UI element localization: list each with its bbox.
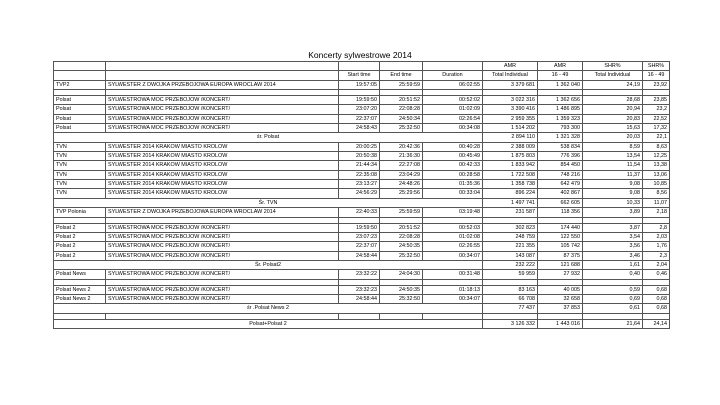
table-cell: 01:02:08: [423, 232, 483, 241]
table-cell: 11,37: [583, 170, 643, 179]
column-header: SHR%: [643, 62, 670, 71]
table-cell: 01:02:09: [423, 105, 483, 114]
table-cell: 25:32:50: [380, 124, 423, 133]
table-cell: 0,59: [583, 285, 643, 294]
table-cell: 83 163: [483, 285, 538, 294]
table-cell: TVN: [54, 161, 106, 170]
table-cell: 0,68: [643, 285, 670, 294]
table-cell: 0,68: [643, 294, 670, 303]
table-cell: 23:07:20: [339, 105, 380, 114]
column-header: 16 - 49: [643, 71, 670, 80]
table-cell: 2 959 355: [483, 114, 538, 123]
table-cell: 24:58:44: [339, 251, 380, 260]
table-row: [54, 170, 670, 179]
table-cell: 00:34:07: [423, 294, 483, 303]
table-cell: 1 833 942: [483, 161, 538, 170]
table-cell: 00:45:49: [423, 152, 483, 161]
table-cell: 24:50:35: [380, 285, 423, 294]
table-cell: Polsat News: [54, 270, 106, 279]
table-cell: SYLWESTROWA MOC PRZEBOJOW /KONCERT/: [106, 114, 339, 123]
table-cell: 1 362 040: [538, 80, 583, 89]
summary-value: 1 321 328: [538, 133, 583, 142]
table-cell: 15,63: [583, 124, 643, 133]
table-cell: 06:02:55: [423, 80, 483, 89]
table-cell: SYLWESTROWA MOC PRZEBOJOW /KONCERT/: [106, 124, 339, 133]
table-cell: TVP Polonia: [54, 208, 106, 217]
header-row: [54, 71, 670, 80]
table-row: [54, 142, 670, 151]
table-cell: SYLWESTROWA MOC PRZEBOJOW /KONCERT/: [106, 105, 339, 114]
table-cell: 25:32:50: [380, 294, 423, 303]
table-cell: 2,8: [643, 223, 670, 232]
table-cell: 1 514 202: [483, 124, 538, 133]
table-cell: Polsat: [54, 124, 106, 133]
table-cell: 25:59:59: [380, 208, 423, 217]
table-cell: 3 022 316: [483, 96, 538, 105]
table-cell: 25:32:50: [380, 251, 423, 260]
table-cell: 12,25: [643, 152, 670, 161]
table-cell: 25:29:56: [380, 189, 423, 198]
table-cell: 748 216: [538, 170, 583, 179]
table-cell: 20,83: [583, 114, 643, 123]
table-cell: TVN: [54, 189, 106, 198]
table-cell: 3,46: [583, 251, 643, 260]
table-cell: 22:27:08: [380, 161, 423, 170]
table-cell: 03:19:48: [423, 208, 483, 217]
table-cell: SYLWESTROWA MOC PRZEBOJOW /KONCERT/: [106, 270, 339, 279]
summary-value: 11,07: [643, 198, 670, 207]
summary-value: 77 437: [483, 304, 538, 313]
column-header: Start time: [339, 71, 380, 80]
table-row: [54, 180, 670, 189]
table-cell: 3 390 416: [483, 105, 538, 114]
table-cell: 23,85: [643, 96, 670, 105]
ratings-table: [53, 61, 670, 329]
table-cell: Polsat 2: [54, 223, 106, 232]
table-cell: 00:31:48: [423, 270, 483, 279]
table-cell: SYLWESTER 2014 KRAKOW MIASTO KROLOW: [106, 161, 339, 170]
table-cell: 13,54: [583, 152, 643, 161]
table-cell: 00:33:04: [423, 189, 483, 198]
table-cell: 22:40:33: [339, 208, 380, 217]
table-cell: 1 358 738: [483, 180, 538, 189]
summary-value: 21,64: [583, 319, 643, 328]
table-cell: 20:50:38: [339, 152, 380, 161]
table-cell: 24:04:30: [380, 270, 423, 279]
table-row: [54, 294, 670, 303]
summary-value: 24,14: [643, 319, 670, 328]
table-cell: 0,69: [583, 294, 643, 303]
table-cell: 143 087: [483, 251, 538, 260]
table-cell: SYLWESTROWA MOC PRZEBOJOW /KONCERT/: [106, 223, 339, 232]
table-cell: 1 722 508: [483, 170, 538, 179]
table-cell: 24:56:29: [339, 189, 380, 198]
table-cell: SYLWESTROWA MOC PRZEBOJOW /KONCERT/: [106, 285, 339, 294]
table-cell: 24:50:35: [380, 242, 423, 251]
summary-value: 3 126 332: [483, 319, 538, 328]
table-cell: 25:59:59: [380, 80, 423, 89]
table-cell: 40 005: [538, 285, 583, 294]
column-header: [106, 62, 339, 71]
table-cell: 11,54: [583, 161, 643, 170]
table-cell: SYLWESTER 2014 KRAKOW MIASTO KROLOW: [106, 142, 339, 151]
summary-value: 121 688: [538, 260, 583, 269]
table-cell: 1 875 803: [483, 152, 538, 161]
summary-row: [54, 304, 670, 313]
table-cell: 122 550: [538, 232, 583, 241]
table-row: [54, 232, 670, 241]
table-cell: SYLWESTER 2014 KRAKOW MIASTO KROLOW: [106, 189, 339, 198]
table-cell: SYLWESTROWA MOC PRZEBOJOW /KONCERT/: [106, 242, 339, 251]
summary-value: 10,33: [583, 198, 643, 207]
table-cell: Polsat 2: [54, 251, 106, 260]
table-cell: 19:59:50: [339, 223, 380, 232]
summary-value: 37 853: [538, 304, 583, 313]
table-cell: 0,46: [643, 270, 670, 279]
table-cell: 21:44:34: [339, 161, 380, 170]
table-cell: 793 300: [538, 124, 583, 133]
table-cell: 174 440: [538, 223, 583, 232]
table-cell: 8,56: [643, 189, 670, 198]
table-cell: 00:34:07: [423, 251, 483, 260]
table-row: [54, 80, 670, 89]
table-cell: 24,19: [583, 80, 643, 89]
table-cell: Polsat News 2: [54, 294, 106, 303]
summary-value: 1 443 016: [538, 319, 583, 328]
table-cell: 105 742: [538, 242, 583, 251]
table-cell: 22:08:28: [380, 232, 423, 241]
table-cell: 3,89: [583, 208, 643, 217]
table-cell: 3,87: [583, 223, 643, 232]
table-cell: 854 450: [538, 161, 583, 170]
summary-label: Śr. TVN: [54, 198, 483, 207]
table-row: [54, 285, 670, 294]
summary-value: 0,61: [583, 304, 643, 313]
table-cell: 00:52:03: [423, 223, 483, 232]
table-cell: 00:42:33: [423, 161, 483, 170]
table-cell: 59 959: [483, 270, 538, 279]
summary-row: [54, 133, 670, 142]
column-header: [106, 71, 339, 80]
table-cell: 776 396: [538, 152, 583, 161]
table-cell: Polsat: [54, 105, 106, 114]
table-cell: 23:07:23: [339, 232, 380, 241]
summary-value: 662 605: [538, 198, 583, 207]
column-header: 16 - 49: [538, 71, 583, 80]
table-cell: 231 587: [483, 208, 538, 217]
table-cell: 19:57:05: [339, 80, 380, 89]
table-cell: 3,54: [583, 232, 643, 241]
table-cell: Polsat: [54, 114, 106, 123]
table-cell: 2,3: [643, 251, 670, 260]
table-cell: 1 359 323: [538, 114, 583, 123]
table-cell: 00:28:58: [423, 170, 483, 179]
table-cell: 20,94: [583, 105, 643, 114]
summary-value: 2 894 110: [483, 133, 538, 142]
table-cell: 24:48:26: [380, 180, 423, 189]
table-cell: 642 479: [538, 180, 583, 189]
table-cell: 22:37:07: [339, 114, 380, 123]
table-cell: 23:04:29: [380, 170, 423, 179]
table-cell: 27 932: [538, 270, 583, 279]
column-header: Total Individual: [583, 71, 643, 80]
table-cell: 66 708: [483, 294, 538, 303]
table-cell: SYLWESTROWA MOC PRZEBOJOW /KONCERT/: [106, 251, 339, 260]
table-cell: 8,63: [643, 142, 670, 151]
summary-row: [54, 319, 670, 328]
table-cell: SYLWESTER 2014 KRAKOW MIASTO KROLOW: [106, 180, 339, 189]
table-cell: 1,76: [643, 242, 670, 251]
table-cell: 118 356: [538, 208, 583, 217]
table-cell: 1 362 656: [538, 96, 583, 105]
table-cell: 248 759: [483, 232, 538, 241]
table-cell: 01:35:36: [423, 180, 483, 189]
column-header: AMR: [538, 62, 583, 71]
table-cell: Polsat: [54, 96, 106, 105]
table-row: [54, 161, 670, 170]
table-row: [54, 270, 670, 279]
summary-value: 2,04: [643, 260, 670, 269]
table-cell: TVN: [54, 170, 106, 179]
column-header: AMR: [483, 62, 538, 71]
table-cell: 20:00:25: [339, 142, 380, 151]
column-header: [54, 71, 106, 80]
table-cell: 87 375: [538, 251, 583, 260]
table-cell: 21:36:30: [380, 152, 423, 161]
table-cell: 2,03: [643, 232, 670, 241]
table-row: [54, 114, 670, 123]
table-cell: 23,2: [643, 105, 670, 114]
column-header: [54, 62, 106, 71]
table-cell: 02:26:54: [423, 114, 483, 123]
table-cell: 24:58:43: [339, 124, 380, 133]
table-cell: 01:18:13: [423, 285, 483, 294]
table-row: [54, 208, 670, 217]
table-cell: TVN: [54, 152, 106, 161]
table-cell: 9,08: [583, 180, 643, 189]
table-cell: 538 834: [538, 142, 583, 151]
table-cell: 2 388 009: [483, 142, 538, 151]
column-header: [380, 62, 423, 71]
table-cell: 32 658: [538, 294, 583, 303]
table-row: [54, 189, 670, 198]
table-cell: 8,59: [583, 142, 643, 151]
table-cell: 402 867: [538, 189, 583, 198]
summary-value: 1 497 741: [483, 198, 538, 207]
column-header: [423, 62, 483, 71]
table-cell: 896 224: [483, 189, 538, 198]
table-cell: 23:32:22: [339, 270, 380, 279]
table-row: [54, 251, 670, 260]
table-cell: 20:51:52: [380, 96, 423, 105]
summary-label: śr. Polsat: [54, 133, 483, 142]
table-cell: SYLWESTROWA MOC PRZEBOJOW /KONCERT/: [106, 294, 339, 303]
table-cell: SYLWESTER 2014 KRAKOW MIASTO KROLOW: [106, 170, 339, 179]
table-cell: 221 355: [483, 242, 538, 251]
table-cell: 24:50:34: [380, 114, 423, 123]
summary-value: 1,61: [583, 260, 643, 269]
summary-value: 22,1: [643, 133, 670, 142]
table-cell: 22:37:07: [339, 242, 380, 251]
table-cell: 23:32:23: [339, 285, 380, 294]
table-cell: TVP2: [54, 80, 106, 89]
column-header: [339, 62, 380, 71]
summary-label: Śr. Polsat2: [54, 260, 483, 269]
table-body: [54, 62, 670, 329]
table-cell: SYLWESTER 2014 KRAKOW MIASTO KROLOW: [106, 152, 339, 161]
table-cell: 24:58:44: [339, 294, 380, 303]
table-cell: 20:51:52: [380, 223, 423, 232]
table-cell: 28,68: [583, 96, 643, 105]
table-cell: Polsat 2: [54, 242, 106, 251]
table-row: [54, 105, 670, 114]
summary-value: 232 222: [483, 260, 538, 269]
table-row: [54, 96, 670, 105]
table-cell: 13,06: [643, 170, 670, 179]
table-cell: 10,85: [643, 180, 670, 189]
table-cell: 02:26:55: [423, 242, 483, 251]
header-row: [54, 62, 670, 71]
table-cell: Polsat News 2: [54, 285, 106, 294]
table-cell: TVN: [54, 142, 106, 151]
table-cell: 22:08:28: [380, 105, 423, 114]
page-title: Koncerty sylwestrowe 2014: [308, 50, 412, 60]
column-header: Duration: [423, 71, 483, 80]
summary-value: 20,03: [583, 133, 643, 142]
summary-row: [54, 198, 670, 207]
table-cell: 19:59:50: [339, 96, 380, 105]
table-cell: 23,92: [643, 80, 670, 89]
summary-label: Polsat+Polsat 2: [54, 319, 483, 328]
table-cell: SYLWESTROWA MOC PRZEBOJOW /KONCERT/: [106, 96, 339, 105]
table-row: [54, 152, 670, 161]
table-cell: 0,40: [583, 270, 643, 279]
table-cell: TVN: [54, 180, 106, 189]
table-cell: 20:42:36: [380, 142, 423, 151]
table-cell: 13,38: [643, 161, 670, 170]
summary-value: 0,68: [643, 304, 670, 313]
summary-row: [54, 260, 670, 269]
table-cell: 00:34:08: [423, 124, 483, 133]
column-header: Total Individual: [483, 71, 538, 80]
table-cell: SYLWESTROWA MOC PRZEBOJOW /KONCERT/: [106, 232, 339, 241]
table-row: [54, 223, 670, 232]
table-cell: 9,08: [583, 189, 643, 198]
table-cell: 00:52:02: [423, 96, 483, 105]
table-cell: 22:35:08: [339, 170, 380, 179]
table-cell: 00:40:28: [423, 142, 483, 151]
table-cell: 23:13:27: [339, 180, 380, 189]
table-cell: 3 379 681: [483, 80, 538, 89]
table-cell: Polsat 2: [54, 232, 106, 241]
table-cell: 2,18: [643, 208, 670, 217]
table-row: [54, 242, 670, 251]
column-header: SHR%: [583, 62, 643, 71]
table-cell: 17,32: [643, 124, 670, 133]
table-cell: 22,52: [643, 114, 670, 123]
table-cell: SYLWESTER Z DWOJKA PRZEBOJOWA EUROPA WROCLAW 2014: [106, 80, 339, 89]
table-cell: 1 486 895: [538, 105, 583, 114]
table-cell: 3,56: [583, 242, 643, 251]
table-cell: SYLWESTER Z DWOJKA PRZEBOJOWA EUROPA WROCLAW 2014: [106, 208, 339, 217]
column-header: End time: [380, 71, 423, 80]
table-row: [54, 124, 670, 133]
table-cell: 302 823: [483, 223, 538, 232]
summary-label: śr .Polsat News 2: [54, 304, 483, 313]
